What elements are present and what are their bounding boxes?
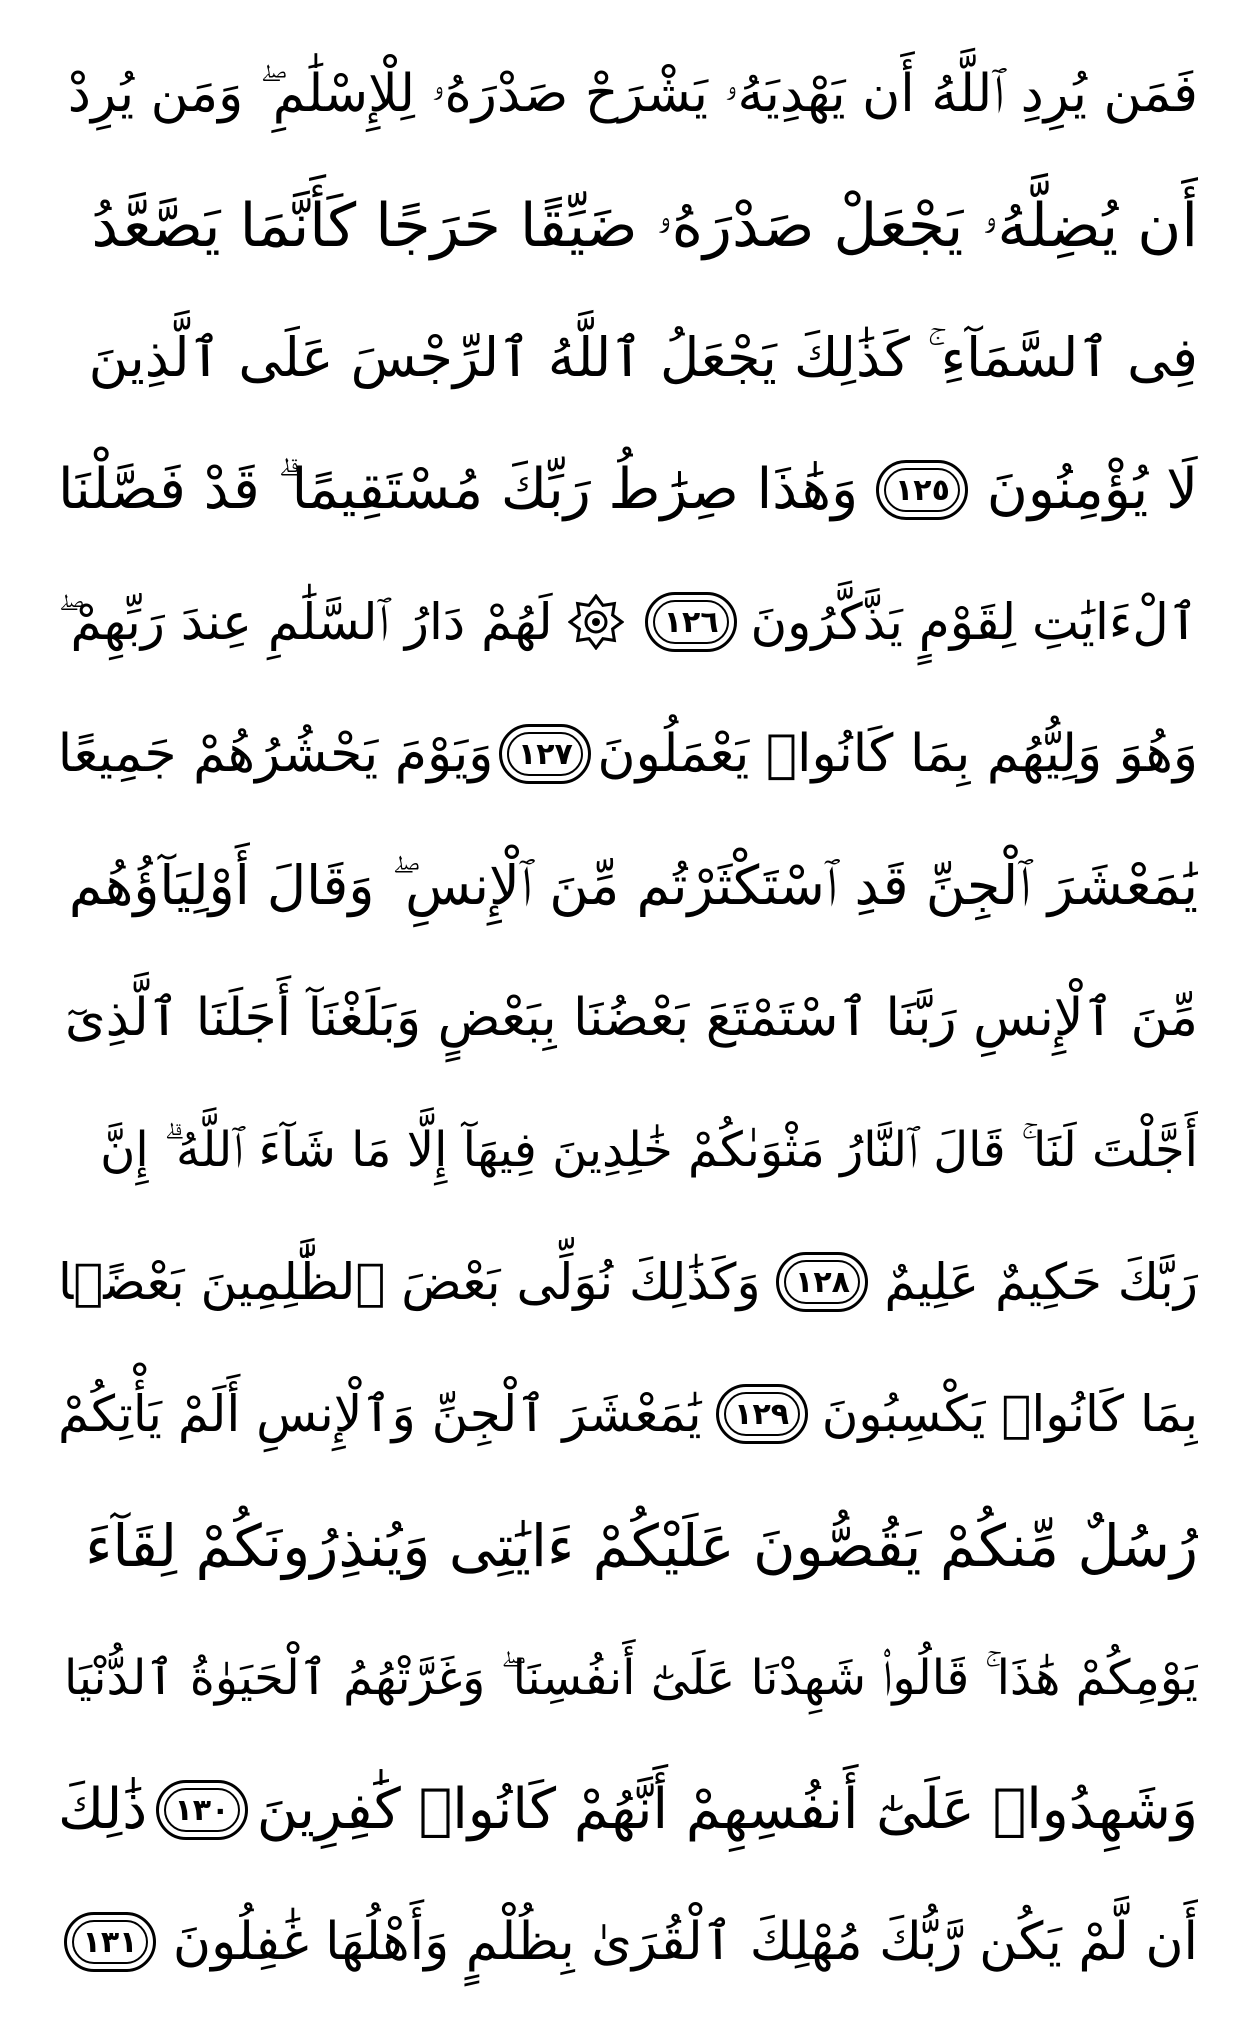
ayah-number: ١٣١ <box>82 1924 138 1960</box>
verse-text: أَن لَّمْ يَكُن رَّبُّكَ مُهْلِكَ ٱلْقُرَىٰ بِظُلْمٍ وَأَهْلُهَا غَٰفِلُونَ <box>172 1912 1198 1972</box>
verse-text: لَا يُؤْمِنُونَ <box>986 457 1198 522</box>
verse-line <box>58 688 1198 820</box>
ayah-number-marker <box>64 1912 156 1972</box>
verse-line <box>58 556 1198 688</box>
verse-line <box>58 292 1198 424</box>
ayah-number: ١٢٧ <box>517 736 573 772</box>
ayah-number: ١٢٥ <box>894 472 950 508</box>
verse-text: لَهُمْ دَارُ ٱلسَّلَٰمِ عِندَ رَبِّهِمْ ۖ <box>58 593 553 651</box>
verse-text: فِى ٱلسَّمَآءِ ۚ كَذَٰلِكَ يَجْعَلُ ٱللَّهُ ٱلرِّجْسَ عَلَى ٱلَّذِينَ <box>88 326 1198 389</box>
mushaf-page <box>58 28 1198 2008</box>
verse-line <box>58 1876 1198 2008</box>
ayah-number: ١٣٠ <box>174 1792 230 1828</box>
verse-text: وَكَذَٰلِكَ نُوَلِّى بَعْضَ ٱلظَّٰلِمِينَ بَعْضًۢا <box>58 1253 761 1311</box>
verse-text: ٱلْءَايَٰتِ لِقَوْمٍ يَذَّكَّرُونَ <box>750 593 1198 651</box>
verse-text: فَمَن يُرِدِ ٱللَّهُ أَن يَهْدِيَهُۥ يَشْرَحْ صَدْرَهُۥ لِلْإِسْلَٰمِ ۖ وَمَن يُرِدْ <box>67 64 1198 124</box>
ayah-number-marker <box>876 460 968 520</box>
verse-text: يَٰمَعْشَرَ ٱلْجِنِّ قَدِ ٱسْتَكْثَرْتُم مِّنَ ٱلْإِنسِ ۖ وَقَالَ أَوْلِيَآؤُهُم <box>68 854 1198 917</box>
verse-line <box>58 1216 1198 1348</box>
ayah-number-marker <box>776 1252 868 1312</box>
verse-text: رُسُلٌ مِّنكُمْ يَقُصُّونَ عَلَيْكُمْ ءَايَٰتِى وَيُنذِرُونَكُمْ لِقَآءَ <box>85 1512 1198 1580</box>
verse-line <box>58 1744 1198 1876</box>
hizb-star-icon <box>566 592 626 652</box>
verse-text: ذَٰلِكَ <box>58 1777 148 1842</box>
ayah-number: ١٢٦ <box>663 604 719 640</box>
verse-text: وَشَهِدُوا۟ عَلَىٰٓ أَنفُسِهِمْ أَنَّهُمْ كَانُوا۟ كَٰفِرِينَ <box>256 1777 1198 1842</box>
verse-line <box>58 1612 1198 1744</box>
verse-line <box>58 160 1198 292</box>
verse-line <box>58 424 1198 556</box>
verse-line <box>58 1348 1198 1480</box>
verse-line <box>58 28 1198 160</box>
verse-line <box>58 1084 1198 1216</box>
ayah-number-marker <box>716 1384 808 1444</box>
ayah-number-marker <box>645 592 737 652</box>
verse-text: مِّنَ ٱلْإِنسِ رَبَّنَا ٱسْتَمْتَعَ بَعْضُنَا بِبَعْضٍ وَبَلَغْنَآ أَجَلَنَا ٱلَّذِىٓ <box>64 988 1198 1048</box>
verse-text: رَبَّكَ حَكِيمٌ عَلِيمٌ <box>884 1253 1198 1311</box>
verse-text: وَهُوَ وَلِيُّهُم بِمَا كَانُوا۟ يَعْمَلُونَ <box>597 724 1198 784</box>
verse-text: يَٰمَعْشَرَ ٱلْجِنِّ وَٱلْإِنسِ أَلَمْ يَأْتِكُمْ <box>58 1385 702 1443</box>
verse-text: أَن يُضِلَّهُۥ يَجْعَلْ صَدْرَهُۥ ضَيِّقًا حَرَجًا كَأَنَّمَا يَصَّعَّدُ <box>91 191 1198 261</box>
verse-line <box>58 820 1198 952</box>
verse-text: يَوْمِكُمْ هَٰذَا ۚ قَالُوا۟ شَهِدْنَا عَلَىٰٓ أَنفُسِنَا ۖ وَغَرَّتْهُمُ ٱلْحَيَوٰةُ ٱلدُّنْيَا <box>64 1650 1198 1706</box>
verse-text: وَيَوْمَ يَحْشُرُهُمْ جَمِيعًا <box>58 724 494 784</box>
verse-line <box>58 952 1198 1084</box>
verse-line <box>58 1480 1198 1612</box>
ayah-number-marker <box>156 1780 248 1840</box>
verse-text: أَجَّلْتَ لَنَا ۚ قَالَ ٱلنَّارُ مَثْوَىٰكُمْ خَٰلِدِينَ فِيهَآ إِلَّا مَا شَآءَ ٱللَّهُ ۗ إِنَّ <box>100 1122 1198 1178</box>
verse-text: بِمَا كَانُوا۟ يَكْسِبُونَ <box>821 1385 1198 1443</box>
verse-text: وَهَٰذَا صِرَٰطُ رَبِّكَ مُسْتَقِيمًا ۗ قَدْ فَصَّلْنَا <box>58 457 859 522</box>
ayah-number: ١٢٩ <box>734 1396 790 1432</box>
ayah-number-marker <box>499 724 591 784</box>
ayah-number: ١٢٨ <box>795 1264 850 1300</box>
